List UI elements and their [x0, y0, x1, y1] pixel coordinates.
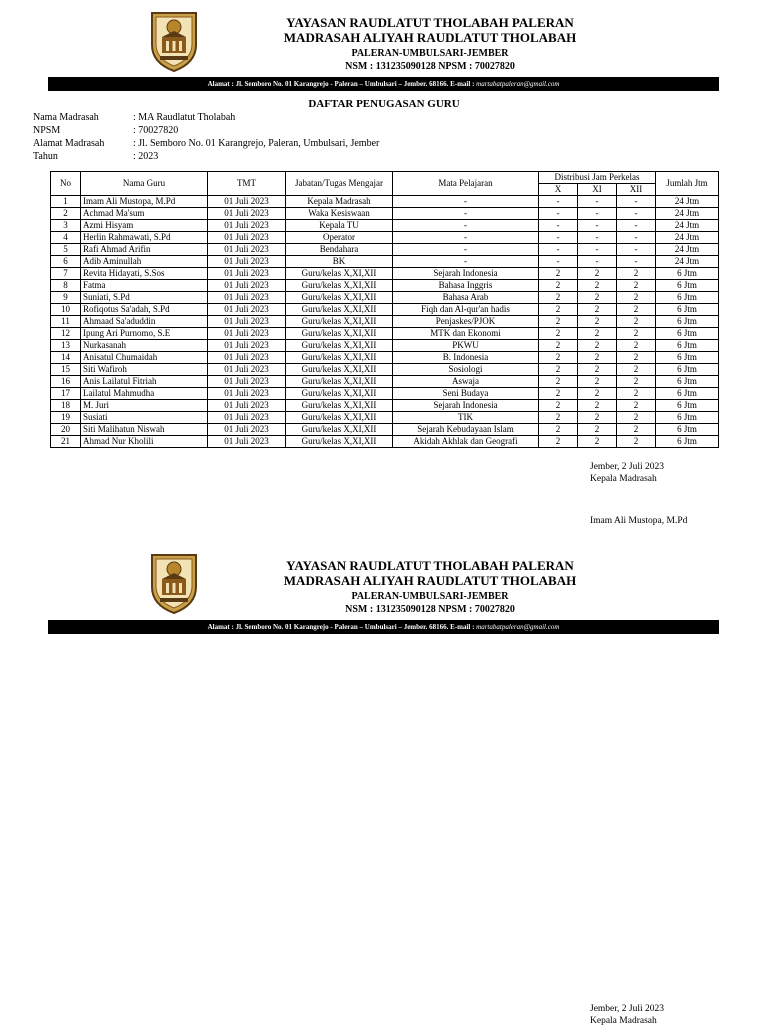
teacher-name: Ipung Ari Purnomo, S.E — [81, 328, 208, 340]
tmt-date: 01 Juli 2023 — [208, 328, 286, 340]
hours-class-xii: - — [617, 244, 656, 256]
hours-class-xii: - — [617, 196, 656, 208]
signature-block — [590, 461, 687, 527]
address-bar — [48, 620, 719, 634]
teacher-name: Rofiqotus Sa'adah, S.Pd — [81, 304, 208, 316]
info-row — [33, 124, 379, 137]
hours-class-xi: - — [578, 244, 617, 256]
document-title: DAFTAR PENUGASAN GURU — [308, 98, 460, 110]
hours-class-x: - — [539, 220, 578, 232]
foundation-name: YAYASAN RAUDLATUT THOLABAH PALERAN — [286, 15, 574, 30]
total-hours: 6 Jtm — [656, 376, 719, 388]
hours-class-x: 2 — [539, 376, 578, 388]
row-number: 13 — [51, 340, 81, 352]
hours-class-xii: 2 — [617, 436, 656, 448]
total-hours: 6 Jtm — [656, 388, 719, 400]
subject: - — [393, 232, 539, 244]
teacher-name: Siti Malihatun Niswah — [81, 424, 208, 436]
position: Guru/kelas X,XI,XII — [286, 304, 393, 316]
tmt-date: 01 Juli 2023 — [208, 304, 286, 316]
teacher-name: Anis Lailatul Fitriah — [81, 376, 208, 388]
tmt-date: 01 Juli 2023 — [208, 400, 286, 412]
signature-position: Kepala Madrasah — [590, 1016, 657, 1026]
hours-class-xii: - — [617, 208, 656, 220]
subject: Sejarah Indonesia — [393, 268, 539, 280]
total-hours: 24 Jtm — [656, 208, 719, 220]
teacher-name: Lailatul Mahmudha — [81, 388, 208, 400]
table-row — [51, 208, 719, 220]
school-location: PALERAN-UMBULSARI-JEMBER — [351, 48, 509, 59]
tmt-date: 01 Juli 2023 — [208, 388, 286, 400]
teacher-assignment-table — [50, 171, 719, 448]
total-hours: 24 Jtm — [656, 244, 719, 256]
total-hours: 6 Jtm — [656, 328, 719, 340]
hours-class-x: 2 — [539, 328, 578, 340]
tmt-date: 01 Juli 2023 — [208, 352, 286, 364]
hours-class-x: 2 — [539, 316, 578, 328]
teacher-name: Anisatul Chumaidah — [81, 352, 208, 364]
subject: Akidah Akhlak dan Geografi — [393, 436, 539, 448]
hours-class-x: 2 — [539, 388, 578, 400]
email-text: martabatpaleran@gmail.com — [476, 623, 560, 631]
row-number: 6 — [51, 256, 81, 268]
hours-class-x: 2 — [539, 280, 578, 292]
table-row — [51, 328, 719, 340]
table-row — [51, 316, 719, 328]
header-no: No — [51, 172, 81, 196]
subject: Sosiologi — [393, 364, 539, 376]
tmt-date: 01 Juli 2023 — [208, 412, 286, 424]
subject: PKWU — [393, 340, 539, 352]
hours-class-xi: 2 — [578, 292, 617, 304]
hours-class-x: - — [539, 244, 578, 256]
hours-class-xi: 2 — [578, 268, 617, 280]
total-hours: 6 Jtm — [656, 424, 719, 436]
tmt-date: 01 Juli 2023 — [208, 268, 286, 280]
header-distribution: Distribusi Jam Perkelas — [539, 172, 656, 184]
tmt-date: 01 Juli 2023 — [208, 436, 286, 448]
letterhead — [260, 558, 600, 616]
subject: Fiqh dan Al-qur'an hadis — [393, 304, 539, 316]
row-number: 14 — [51, 352, 81, 364]
total-hours: 6 Jtm — [656, 436, 719, 448]
position: Guru/kelas X,XI,XII — [286, 268, 393, 280]
position: Guru/kelas X,XI,XII — [286, 340, 393, 352]
hours-class-x: 2 — [539, 304, 578, 316]
hours-class-xi: - — [578, 220, 617, 232]
total-hours: 6 Jtm — [656, 352, 719, 364]
position: Guru/kelas X,XI,XII — [286, 436, 393, 448]
table-row — [51, 232, 719, 244]
teacher-name: Nurkasanah — [81, 340, 208, 352]
signature-position: Kepala Madrasah — [590, 474, 657, 484]
hours-class-xii: - — [617, 232, 656, 244]
teacher-name: Revita Hidayati, S.Sos — [81, 268, 208, 280]
signature-place-date: Jember, 2 Juli 2023 — [590, 462, 665, 472]
teacher-name: Achmad Ma'sum — [81, 208, 208, 220]
tmt-date: 01 Juli 2023 — [208, 280, 286, 292]
subject: - — [393, 196, 539, 208]
total-hours: 6 Jtm — [656, 364, 719, 376]
tmt-date: 01 Juli 2023 — [208, 364, 286, 376]
hours-class-xii: - — [617, 256, 656, 268]
subject: Penjaskes/PJOK — [393, 316, 539, 328]
hours-class-xii: 2 — [617, 424, 656, 436]
total-hours: 6 Jtm — [656, 340, 719, 352]
hours-class-xi: 2 — [578, 340, 617, 352]
hours-class-xii: 2 — [617, 280, 656, 292]
hours-class-xii: 2 — [617, 268, 656, 280]
subject: - — [393, 220, 539, 232]
tmt-date: 01 Juli 2023 — [208, 292, 286, 304]
header-position: Jabatan/Tugas Mengajar — [286, 172, 393, 196]
position: Kepala TU — [286, 220, 393, 232]
table-row — [51, 376, 719, 388]
info-label: Tahun — [33, 151, 58, 162]
info-value: : 2023 — [133, 151, 159, 162]
subject: - — [393, 244, 539, 256]
subject: - — [393, 256, 539, 268]
hours-class-xii: 2 — [617, 340, 656, 352]
school-name: MADRASAH ALIYAH RAUDLATUT THOLABAH — [283, 573, 577, 588]
tmt-date: 01 Juli 2023 — [208, 244, 286, 256]
signature-place-date: Jember, 2 Juli 2023 — [590, 1004, 665, 1014]
position: Guru/kelas X,XI,XII — [286, 352, 393, 364]
total-hours: 24 Jtm — [656, 196, 719, 208]
info-label: NPSM — [33, 125, 61, 136]
tmt-date: 01 Juli 2023 — [208, 376, 286, 388]
table-row — [51, 388, 719, 400]
table-row — [51, 220, 719, 232]
teacher-name: Fatma — [81, 280, 208, 292]
row-number: 8 — [51, 280, 81, 292]
hours-class-xii: 2 — [617, 376, 656, 388]
row-number: 21 — [51, 436, 81, 448]
signature-name: Imam Ali Mustopa, M.Pd — [590, 516, 688, 526]
school-registration: NSM : 131235090128 NPSM : 70027820 — [345, 61, 515, 72]
position: Guru/kelas X,XI,XII — [286, 280, 393, 292]
hours-class-xi: 2 — [578, 316, 617, 328]
position: Kepala Madrasah — [286, 196, 393, 208]
total-hours: 6 Jtm — [656, 400, 719, 412]
hours-class-x: 2 — [539, 400, 578, 412]
hours-class-x: 2 — [539, 364, 578, 376]
table-row — [51, 292, 719, 304]
school-location: PALERAN-UMBULSARI-JEMBER — [351, 591, 509, 602]
row-number: 17 — [51, 388, 81, 400]
hours-class-xi: 2 — [578, 352, 617, 364]
total-hours: 24 Jtm — [656, 256, 719, 268]
hours-class-x: - — [539, 232, 578, 244]
row-number: 20 — [51, 424, 81, 436]
teacher-name: Suniati, S.Pd — [81, 292, 208, 304]
hours-class-xi: 2 — [578, 424, 617, 436]
row-number: 15 — [51, 364, 81, 376]
position: Guru/kelas X,XI,XII — [286, 364, 393, 376]
header-class-xi: XI — [578, 184, 617, 196]
table-row — [51, 268, 719, 280]
hours-class-xi: 2 — [578, 304, 617, 316]
table-row — [51, 340, 719, 352]
email-text: martabatpaleran@gmail.com — [476, 80, 560, 88]
row-number: 2 — [51, 208, 81, 220]
row-number: 11 — [51, 316, 81, 328]
hours-class-x: 2 — [539, 424, 578, 436]
table-row — [51, 412, 719, 424]
row-number: 10 — [51, 304, 81, 316]
table-row — [51, 304, 719, 316]
header-subject: Mata Pelajaran — [393, 172, 539, 196]
subject: Seni Budaya — [393, 388, 539, 400]
table-row — [51, 352, 719, 364]
hours-class-xi: - — [578, 196, 617, 208]
info-value: : MA Raudlatut Tholabah — [133, 112, 236, 123]
hours-class-xii: 2 — [617, 388, 656, 400]
header-total-hours: Jumlah Jtm — [656, 172, 719, 196]
hours-class-xii: 2 — [617, 400, 656, 412]
position: Guru/kelas X,XI,XII — [286, 328, 393, 340]
school-logo — [146, 7, 202, 73]
row-number: 12 — [51, 328, 81, 340]
total-hours: 6 Jtm — [656, 292, 719, 304]
tmt-date: 01 Juli 2023 — [208, 316, 286, 328]
hours-class-x: - — [539, 196, 578, 208]
address-bar — [48, 77, 719, 91]
hours-class-x: 2 — [539, 412, 578, 424]
row-number: 3 — [51, 220, 81, 232]
tmt-date: 01 Juli 2023 — [208, 208, 286, 220]
teacher-name: Susiati — [81, 412, 208, 424]
hours-class-xi: 2 — [578, 412, 617, 424]
table-row — [51, 244, 719, 256]
total-hours: 6 Jtm — [656, 280, 719, 292]
info-row — [33, 111, 379, 124]
subject: B. Indonesia — [393, 352, 539, 364]
hours-class-xi: 2 — [578, 328, 617, 340]
hours-class-xi: - — [578, 232, 617, 244]
foundation-name: YAYASAN RAUDLATUT THOLABAH PALERAN — [286, 558, 574, 573]
table-row — [51, 256, 719, 268]
hours-class-xii: 2 — [617, 328, 656, 340]
position: Operator — [286, 232, 393, 244]
hours-class-x: 2 — [539, 292, 578, 304]
subject: Bahasa Arab — [393, 292, 539, 304]
row-number: 4 — [51, 232, 81, 244]
header-class-xii: XII — [617, 184, 656, 196]
row-number: 1 — [51, 196, 81, 208]
school-logo — [146, 549, 202, 615]
hours-class-xii: - — [617, 220, 656, 232]
total-hours: 24 Jtm — [656, 232, 719, 244]
teacher-name: Herlin Rahmawati, S.Pd — [81, 232, 208, 244]
info-value: : 70027820 — [133, 125, 179, 136]
position: Guru/kelas X,XI,XII — [286, 400, 393, 412]
info-row — [33, 150, 379, 163]
hours-class-x: 2 — [539, 268, 578, 280]
info-value: : Jl. Semboro No. 01 Karangrejo, Paleran, Umbulsari, Jember — [133, 138, 380, 149]
info-row — [33, 137, 379, 150]
position: Guru/kelas X,XI,XII — [286, 292, 393, 304]
position: Bendahara — [286, 244, 393, 256]
teacher-name: Adib Aminullah — [81, 256, 208, 268]
row-number: 19 — [51, 412, 81, 424]
table-row — [51, 280, 719, 292]
hours-class-xi: - — [578, 208, 617, 220]
total-hours: 6 Jtm — [656, 412, 719, 424]
header-tmt: TMT — [208, 172, 286, 196]
info-label: Alamat Madrasah — [33, 138, 105, 149]
school-name: MADRASAH ALIYAH RAUDLATUT THOLABAH — [283, 30, 577, 45]
hours-class-xi: 2 — [578, 280, 617, 292]
tmt-date: 01 Juli 2023 — [208, 196, 286, 208]
teacher-name: Azmi Hisyam — [81, 220, 208, 232]
row-number: 5 — [51, 244, 81, 256]
hours-class-xi: 2 — [578, 376, 617, 388]
tmt-date: 01 Juli 2023 — [208, 424, 286, 436]
address-text: Alamat : Jl. Semboro No. 01 Karangrejo - Paleran – Umbulsari – Jember. 68166. E-mail : — [207, 623, 477, 631]
subject: TIK — [393, 412, 539, 424]
tmt-date: 01 Juli 2023 — [208, 232, 286, 244]
hours-class-xii: 2 — [617, 364, 656, 376]
row-number: 18 — [51, 400, 81, 412]
hours-class-xii: 2 — [617, 352, 656, 364]
row-number: 16 — [51, 376, 81, 388]
total-hours: 6 Jtm — [656, 316, 719, 328]
table-row — [51, 436, 719, 448]
tmt-date: 01 Juli 2023 — [208, 340, 286, 352]
subject: Bahasa Inggris — [393, 280, 539, 292]
tmt-date: 01 Juli 2023 — [208, 220, 286, 232]
hours-class-x: - — [539, 208, 578, 220]
tmt-date: 01 Juli 2023 — [208, 256, 286, 268]
table-row — [51, 196, 719, 208]
teacher-name: Imam Ali Mustopa, M.Pd — [81, 196, 208, 208]
position: Waka Kesiswaan — [286, 208, 393, 220]
hours-class-xi: 2 — [578, 436, 617, 448]
teacher-name: Ahmad Nur Kholili — [81, 436, 208, 448]
subject: Aswaja — [393, 376, 539, 388]
hours-class-xii: 2 — [617, 316, 656, 328]
hours-class-xi: 2 — [578, 388, 617, 400]
address-text: Alamat : Jl. Semboro No. 01 Karangrejo - Paleran – Umbulsari – Jember. 68166. E-mail : — [207, 80, 477, 88]
table-row — [51, 364, 719, 376]
hours-class-xii: 2 — [617, 304, 656, 316]
header-class-x: X — [539, 184, 578, 196]
row-number: 9 — [51, 292, 81, 304]
total-hours: 6 Jtm — [656, 268, 719, 280]
teacher-name: Siti Wafiroh — [81, 364, 208, 376]
hours-class-x: 2 — [539, 352, 578, 364]
info-label: Nama Madrasah — [33, 112, 99, 123]
position: Guru/kelas X,XI,XII — [286, 376, 393, 388]
row-number: 7 — [51, 268, 81, 280]
school-registration: NSM : 131235090128 NPSM : 70027820 — [345, 604, 515, 615]
subject: MTK dan Ekonomi — [393, 328, 539, 340]
position: Guru/kelas X,XI,XII — [286, 412, 393, 424]
hours-class-xi: 2 — [578, 364, 617, 376]
teacher-name: Rafi Ahmad Arifin — [81, 244, 208, 256]
subject: - — [393, 208, 539, 220]
hours-class-x: 2 — [539, 340, 578, 352]
letterhead — [260, 15, 600, 73]
total-hours: 24 Jtm — [656, 220, 719, 232]
table-row — [51, 400, 719, 412]
hours-class-x: 2 — [539, 436, 578, 448]
hours-class-xii: 2 — [617, 292, 656, 304]
table-row — [51, 424, 719, 436]
school-info — [33, 111, 379, 163]
subject: Sejarah Indonesia — [393, 400, 539, 412]
signature-block — [590, 1003, 664, 1027]
header-teacher-name: Nama Guru — [81, 172, 208, 196]
hours-class-xi: 2 — [578, 400, 617, 412]
subject: Sejarah Kebudayaan Islam — [393, 424, 539, 436]
position: Guru/kelas X,XI,XII — [286, 424, 393, 436]
total-hours: 6 Jtm — [656, 304, 719, 316]
table-body — [51, 196, 719, 448]
hours-class-x: - — [539, 256, 578, 268]
position: Guru/kelas X,XI,XII — [286, 388, 393, 400]
teacher-name: M. Juri — [81, 400, 208, 412]
hours-class-xi: - — [578, 256, 617, 268]
position: Guru/kelas X,XI,XII — [286, 316, 393, 328]
teacher-name: Ahmaad Sa'aduddin — [81, 316, 208, 328]
position: BK — [286, 256, 393, 268]
hours-class-xii: 2 — [617, 412, 656, 424]
